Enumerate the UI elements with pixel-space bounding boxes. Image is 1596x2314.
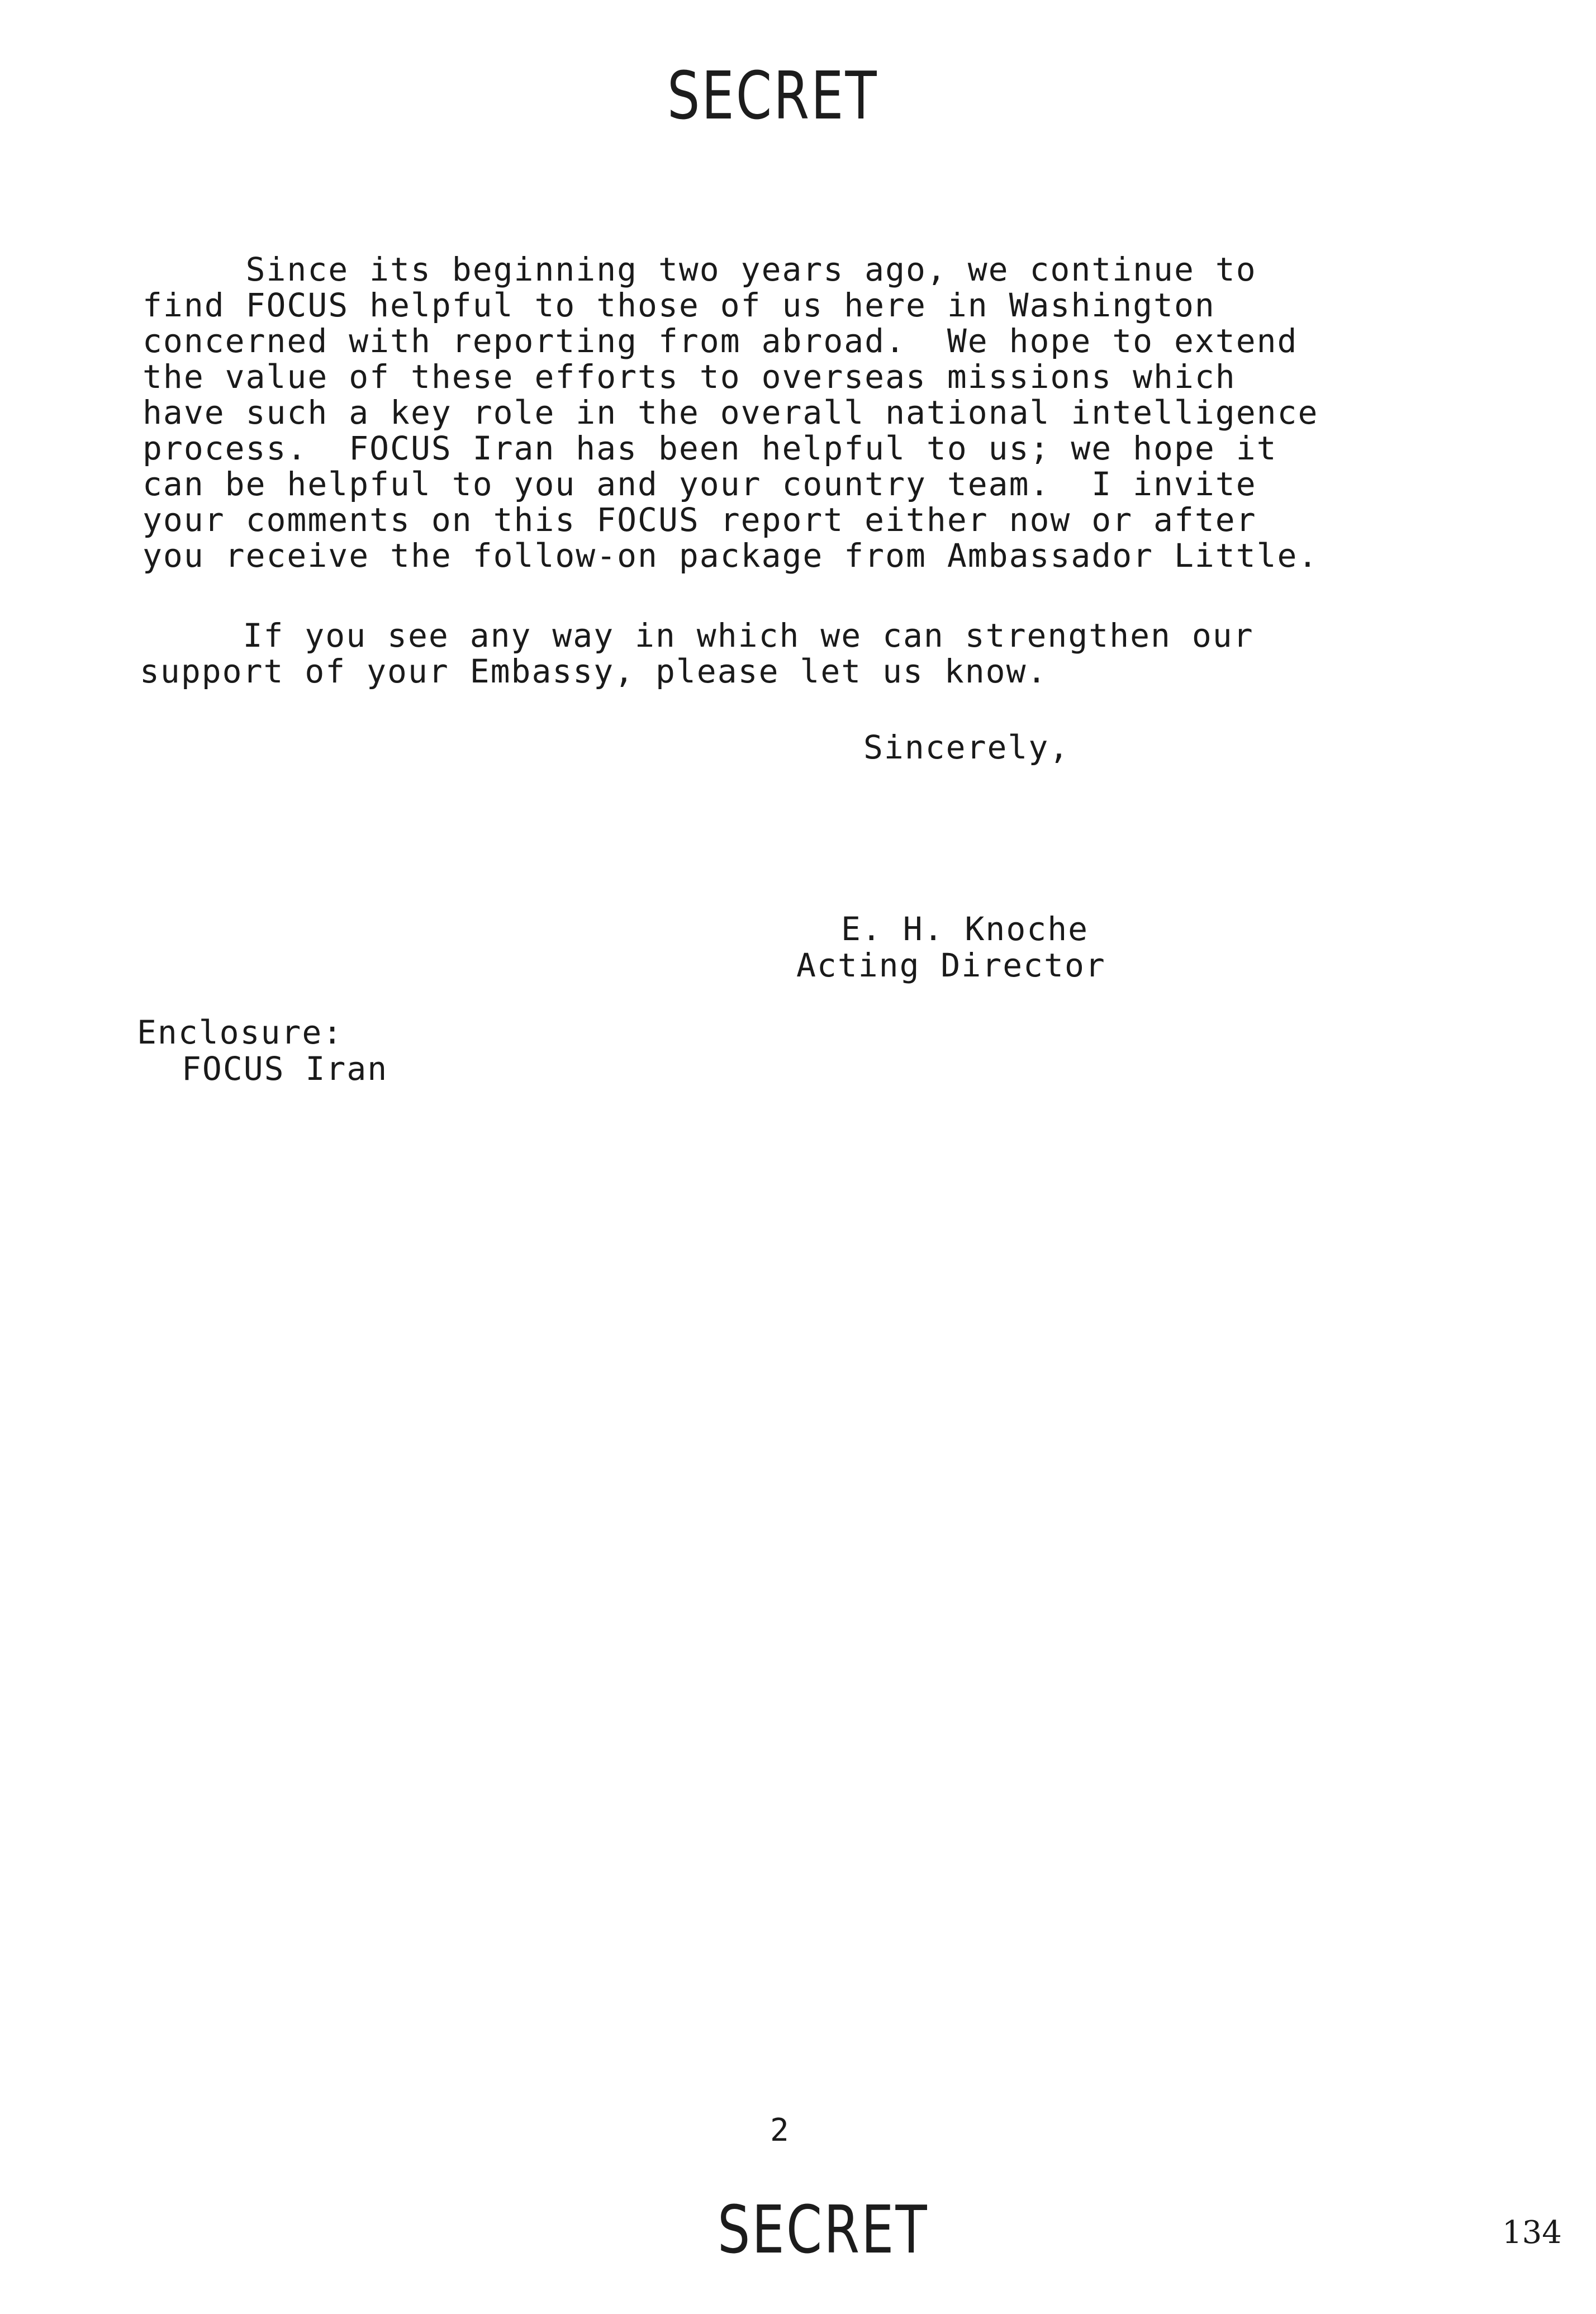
enclosure-item: FOCUS Iran	[182, 1050, 388, 1088]
text-line: support of your Embassy, please let us know.	[140, 652, 1048, 690]
body-paragraph-2	[140, 618, 1254, 689]
text-line: If you see any way in which we can strengthen our	[140, 617, 1254, 655]
signatory-name: E. H. Knoche	[841, 910, 1089, 948]
enclosure-label: Enclosure:	[137, 1013, 344, 1051]
text-line: find FOCUS helpful to those of us here in Washington	[142, 286, 1215, 324]
classification-stamp-top: SECRET	[667, 57, 878, 134]
page-number: 2	[770, 2112, 790, 2149]
archive-page-number: 134	[1502, 2215, 1562, 2251]
signatory-title: Acting Director	[796, 946, 1106, 984]
text-line: concerned with reporting from abroad. We hope to extend	[142, 322, 1298, 360]
text-line: have such a key role in the overall national intelligence	[142, 393, 1319, 431]
text-line: Since its beginning two years ago, we continue to	[142, 250, 1257, 288]
text-line: can be helpful to you and your country team. I invite	[142, 465, 1257, 503]
closing-salutation: Sincerely,	[863, 728, 1070, 766]
text-line: process. FOCUS Iran has been helpful to us; we hope it	[142, 429, 1277, 467]
text-line: your comments on this FOCUS report either now or after	[142, 501, 1257, 539]
body-paragraph-1	[142, 252, 1318, 573]
text-line: you receive the follow-on package from Ambassador Little.	[142, 537, 1319, 575]
text-line: the value of these efforts to overseas missions which	[142, 358, 1236, 396]
classification-stamp-bottom: SECRET	[718, 2191, 929, 2268]
